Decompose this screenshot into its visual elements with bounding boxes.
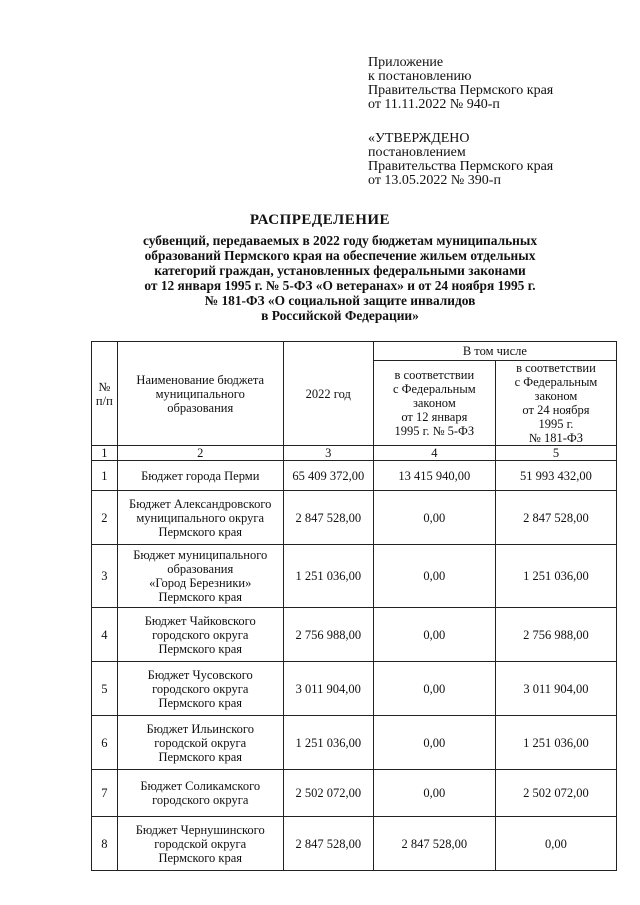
row-number: 7 [92, 770, 118, 817]
amount-2022: 1 251 036,00 [283, 716, 373, 770]
row-number: 4 [92, 608, 118, 662]
budget-name-line: Бюджет муниципального [133, 548, 268, 562]
amount-fz5: 0,00 [373, 716, 495, 770]
budget-name-line: Пермского края [158, 749, 243, 764]
amount-fz5: 0,00 [373, 608, 495, 662]
amount-fz5: 13 415 940,00 [373, 461, 495, 491]
budget-name-line: Бюджет Александровского [129, 496, 272, 511]
header-name-line: муниципального [155, 386, 245, 401]
table-row [92, 545, 617, 608]
amount-2022: 65 409 372,00 [283, 461, 373, 491]
row-number: 8 [92, 817, 118, 871]
amount-fz181: 51 993 432,00 [495, 461, 616, 491]
header-year: 2022 год [283, 342, 373, 446]
subtitle-line: категорий граждан, установленных федеральными законами [154, 263, 526, 278]
budget-name-line: Пермского края [158, 641, 243, 656]
amount-fz181: 2 847 528,00 [495, 491, 616, 545]
row-number: 6 [92, 716, 118, 770]
header-no [92, 342, 118, 446]
header-fz181-line: 1995 г. [538, 417, 574, 431]
amount-fz5: 0,00 [373, 770, 495, 817]
budget-name-line: городского округа [152, 627, 249, 642]
column-number-row [92, 446, 617, 461]
header-fz5-line: с Федеральным [392, 382, 476, 396]
budget-name [117, 817, 283, 871]
amount-fz5: 0,00 [373, 662, 495, 716]
header-including: В том числе [373, 342, 616, 361]
document-subtitle [100, 233, 580, 323]
header-fz5-line: 1995 г. № 5-ФЗ [394, 424, 475, 438]
amount-fz181: 1 251 036,00 [495, 545, 616, 608]
budget-name [117, 461, 283, 491]
header-fz5-line: от 12 января [401, 410, 468, 424]
budget-name [117, 545, 283, 608]
budget-name-line: городской округа [154, 836, 247, 851]
amount-2022: 1 251 036,00 [283, 545, 373, 608]
row-number: 1 [92, 461, 118, 491]
approved-line: Правительства Пермского края [368, 159, 554, 174]
subtitle-line: образований Пермского края на обеспечение жильем отдельных [144, 248, 536, 263]
budget-name [117, 491, 283, 545]
column-number: 5 [495, 446, 616, 461]
amount-fz181: 2 756 988,00 [495, 608, 616, 662]
budget-name-line: городского округа [152, 681, 249, 696]
column-number: 2 [117, 446, 283, 461]
header-fz5-line: в соответствии [394, 368, 475, 382]
amount-fz181: 1 251 036,00 [495, 716, 616, 770]
appendix-block [368, 56, 553, 112]
table-row [92, 461, 617, 491]
amount-2022: 2 847 528,00 [283, 817, 373, 871]
budget-name-line: Бюджет города Перми [141, 468, 260, 483]
amount-fz5: 0,00 [373, 491, 495, 545]
header-fz181-line: № 181-ФЗ [528, 431, 583, 445]
budget-name [117, 716, 283, 770]
approved-line: постановлением [368, 145, 466, 160]
column-number: 3 [283, 446, 373, 461]
row-number: 3 [92, 545, 118, 608]
table-row [92, 770, 617, 817]
header-no-line: п/п [95, 393, 113, 408]
header-fz181-line: в соответствии [516, 361, 596, 375]
header-name [117, 342, 283, 446]
appendix-line: Приложение [368, 55, 444, 70]
budget-name-line: городской округа [154, 735, 247, 750]
amount-2022: 2 847 528,00 [283, 491, 373, 545]
header-fz181-line: от 24 ноября [522, 403, 590, 417]
distribution-table [91, 341, 617, 871]
budget-name-line: Бюджет Чернушинского [135, 822, 265, 837]
budget-name-line: Бюджет Чусовского [147, 667, 253, 682]
subtitle-line: № 181-ФЗ «О социальной защите инвалидов [204, 293, 476, 308]
approved-line: от 13.05.2022 № 390-п [368, 173, 501, 188]
subtitle-line: в Российской Федерации» [261, 308, 419, 323]
subtitle-line: от 12 января 1995 г. № 5-ФЗ «О ветеранах» и от 24 ноября 1995 г. [144, 278, 536, 293]
subtitle-line: субвенций, передаваемых в 2022 году бюджетам муниципальных [142, 233, 538, 248]
budget-name-line: Бюджет Соликамского [140, 779, 261, 793]
budget-name [117, 608, 283, 662]
header-name-line: образования [167, 400, 234, 415]
budget-name-line: городского округа [152, 793, 249, 807]
amount-fz181: 2 502 072,00 [495, 770, 616, 817]
budget-name-line: «Город Березники» [149, 576, 252, 590]
budget-name-line: муниципального округа [136, 510, 265, 525]
header-fz5-line: законом [412, 396, 456, 410]
budget-name-line: Пермского края [158, 590, 243, 604]
amount-2022: 2 502 072,00 [283, 770, 373, 817]
budget-name-line: Пермского края [158, 524, 243, 539]
row-number: 5 [92, 662, 118, 716]
table-row [92, 662, 617, 716]
row-number: 2 [92, 491, 118, 545]
appendix-line: Правительства Пермского края [368, 83, 554, 98]
column-number: 1 [92, 446, 118, 461]
header-no-line: № [98, 379, 111, 394]
amount-fz181: 0,00 [495, 817, 616, 871]
budget-name-line: образования [167, 562, 234, 576]
budget-name [117, 662, 283, 716]
amount-fz181: 3 011 904,00 [495, 662, 616, 716]
header-name-line: Наименование бюджета [136, 372, 265, 387]
appendix-line: к постановлению [368, 69, 472, 84]
header-fz181-line: законом [534, 389, 578, 403]
header-fz5 [373, 361, 495, 446]
budget-name-line: Пермского края [158, 850, 243, 865]
table-row [92, 817, 617, 871]
amount-2022: 2 756 988,00 [283, 608, 373, 662]
budget-name-line: Бюджет Чайковского [144, 613, 256, 628]
table-row [92, 491, 617, 545]
table-row [92, 608, 617, 662]
approved-block [368, 132, 553, 188]
appendix-line: от 11.11.2022 № 940-п [368, 97, 500, 112]
budget-name-line: Бюджет Ильинского [146, 721, 254, 736]
column-number: 4 [373, 446, 495, 461]
budget-name [117, 770, 283, 817]
amount-fz5: 0,00 [373, 545, 495, 608]
document-title: РАСПРЕДЕЛЕНИЕ [249, 212, 391, 228]
header-fz181 [495, 361, 616, 446]
budget-name-line: Пермского края [158, 695, 243, 710]
header-fz181-line: с Федеральным [514, 375, 598, 389]
table-row [92, 716, 617, 770]
amount-fz5: 2 847 528,00 [373, 817, 495, 871]
amount-2022: 3 011 904,00 [283, 662, 373, 716]
approved-line: «УТВЕРЖДЕНО [368, 131, 470, 146]
